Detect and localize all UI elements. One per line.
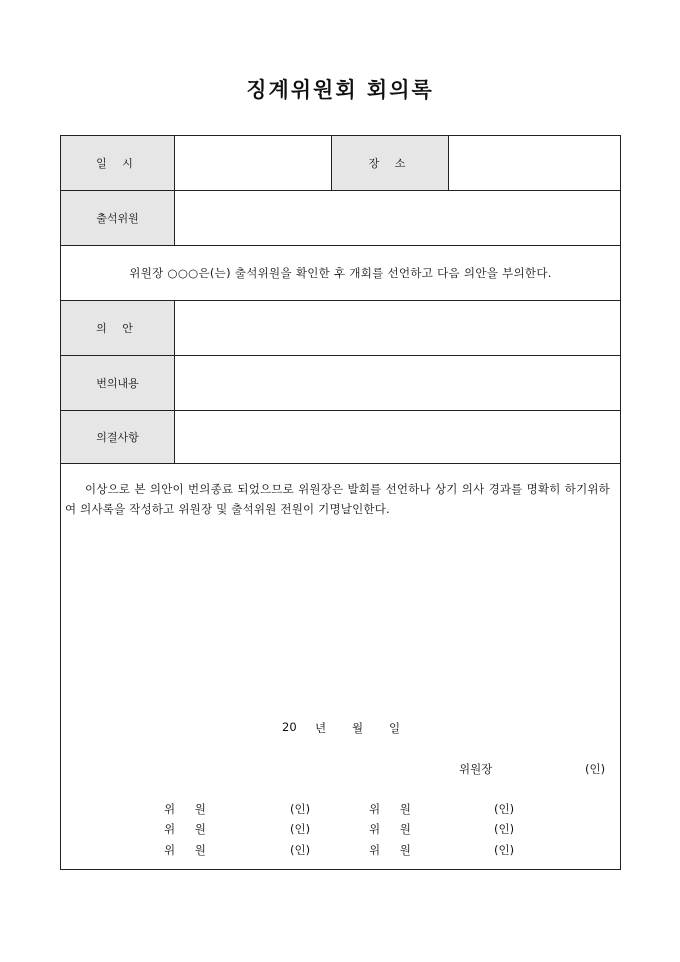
date-day: 일 bbox=[389, 721, 401, 735]
chair-seal: (인) bbox=[585, 762, 606, 776]
member-title: 위 원 bbox=[164, 843, 214, 857]
date-year-prefix: 20 bbox=[282, 720, 297, 734]
resolution-row bbox=[61, 411, 620, 464]
chair-title: 위원장 bbox=[459, 762, 493, 776]
attendees-label-cell bbox=[61, 191, 175, 245]
closing-section bbox=[61, 464, 620, 869]
agenda-row bbox=[61, 301, 620, 356]
resolution-field[interactable] bbox=[175, 411, 620, 463]
place-label-cell bbox=[332, 136, 449, 190]
attendees-field[interactable] bbox=[175, 191, 620, 245]
discussion-field[interactable] bbox=[175, 356, 620, 410]
member-seal: (인) bbox=[290, 802, 311, 816]
member-title: 위 원 bbox=[369, 802, 419, 816]
date-place-row bbox=[61, 136, 620, 191]
document-title: 징계위원회 회의록 bbox=[246, 77, 434, 102]
date-month: 월 bbox=[352, 721, 364, 735]
date-field[interactable] bbox=[175, 136, 332, 190]
member-seal: (인) bbox=[290, 843, 311, 857]
resolution-label: 의결사항 bbox=[96, 431, 139, 444]
date-year: 년 bbox=[315, 721, 327, 735]
place-label: 장 소 bbox=[368, 157, 412, 170]
agenda-label: 의 안 bbox=[96, 322, 139, 335]
member-seal: (인) bbox=[494, 802, 515, 816]
date-label-cell bbox=[61, 136, 175, 190]
member-seal: (인) bbox=[494, 822, 515, 836]
minutes-form bbox=[60, 135, 621, 870]
agenda-field[interactable] bbox=[175, 301, 620, 355]
member-title: 위 원 bbox=[164, 822, 214, 836]
place-field[interactable] bbox=[449, 136, 620, 190]
member-title: 위 원 bbox=[369, 822, 419, 836]
agenda-label-cell bbox=[61, 301, 175, 355]
resolution-label-cell bbox=[61, 411, 175, 463]
date-label: 일 시 bbox=[96, 157, 139, 170]
member-seal: (인) bbox=[290, 822, 311, 836]
member-title: 위 원 bbox=[369, 843, 419, 857]
attendees-label: 출석위원 bbox=[96, 212, 139, 225]
closing-statement: 이상으로 본 의안이 번의종료 되었으므로 위원장은 발회를 선언하나 상기 의사 경과를 명확히 하기위하여 의사록을 작성하고 위원장 및 출석위원 전원이 기명날인한다. bbox=[65, 482, 610, 516]
discussion-row bbox=[61, 356, 620, 411]
notice-text: 위원장 ○○○은(는) 출석위원을 확인한 후 개회를 선언하고 다음 의안을 부의한다. bbox=[129, 266, 552, 280]
attendees-row bbox=[61, 191, 620, 246]
discussion-label: 번의내용 bbox=[96, 377, 139, 390]
member-seal: (인) bbox=[494, 843, 515, 857]
discussion-label-cell bbox=[61, 356, 175, 410]
notice-row bbox=[61, 246, 620, 301]
member-title: 위 원 bbox=[164, 802, 214, 816]
